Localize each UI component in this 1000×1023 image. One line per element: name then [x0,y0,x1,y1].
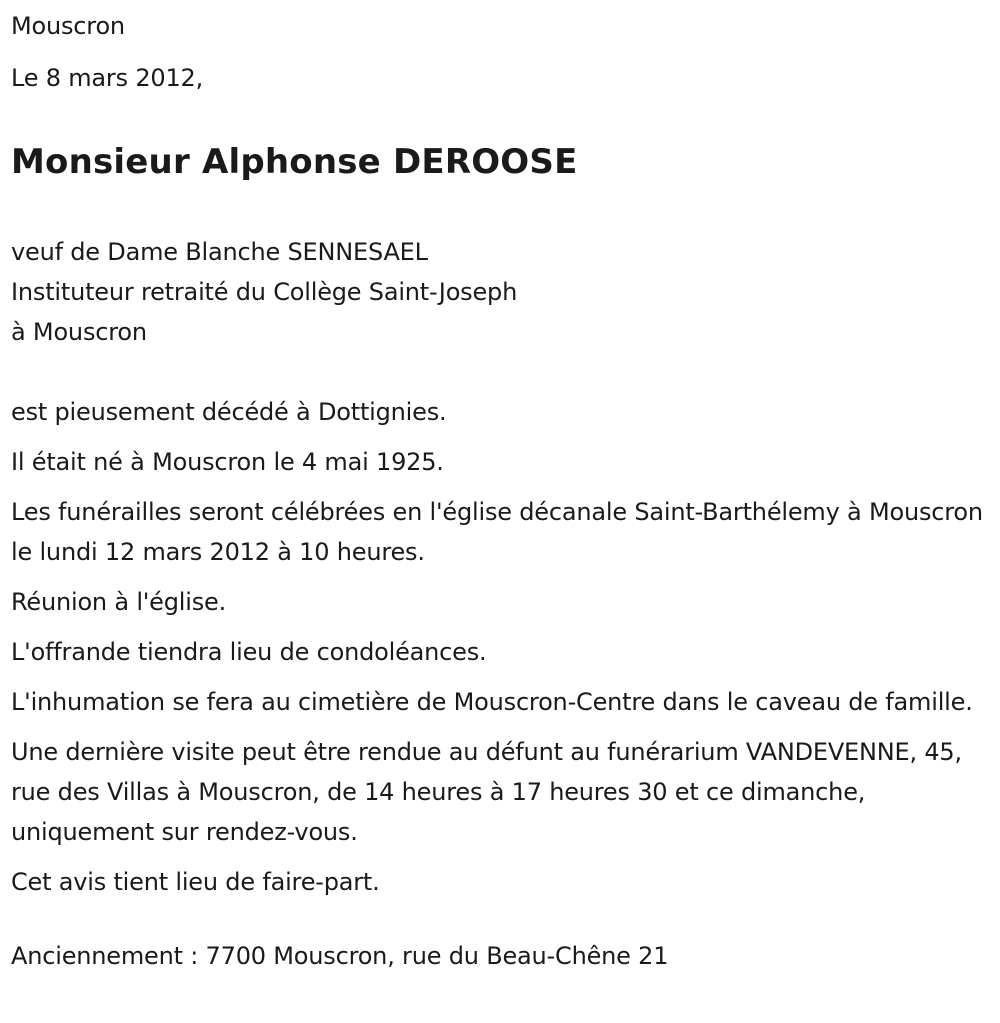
paragraph-funeral: Les funérailles seront célébrées en l'église décanale Saint-Barthélemy à Mouscron le lundi 12 mars 2012 à 10 heures. [11,498,983,566]
date-label: Le 8 mars 2012, [11,64,204,92]
intro-block [11,232,996,352]
intro-line-occupation: Instituteur retraité du Collège Saint-Joseph [11,278,518,306]
paragraph-visit: Une dernière visite peut être rendue au défunt au funérarium VANDEVENNE, 45, rue des Villas à Mouscron, de 14 heures à 17 heures 30 et ce dimanche, uniquement sur rendez-vous. [11,738,962,846]
paragraph-death: est pieusement décédé à Dottignies. [11,398,447,426]
obituary-document [11,0,996,976]
paragraph-birth: Il était né à Mouscron le 4 mai 1925. [11,448,444,476]
paragraph-notice: Cet avis tient lieu de faire-part. [11,868,380,896]
announcement-body [11,392,996,902]
deceased-name-heading: Monsieur Alphonse DEROOSE [11,142,578,182]
place-label: Mouscron [11,12,125,40]
paragraph-burial: L'inhumation se fera au cimetière de Mouscron-Centre dans le caveau de famille. [11,688,973,716]
former-address: Anciennement : 7700 Mouscron, rue du Beau-Chêne 21 [11,942,669,970]
intro-line-location: à Mouscron [11,318,147,346]
paragraph-meeting: Réunion à l'église. [11,588,227,616]
intro-line-widow: veuf de Dame Blanche SENNESAEL [11,238,428,266]
paragraph-offering: L'offrande tiendra lieu de condoléances. [11,638,487,666]
